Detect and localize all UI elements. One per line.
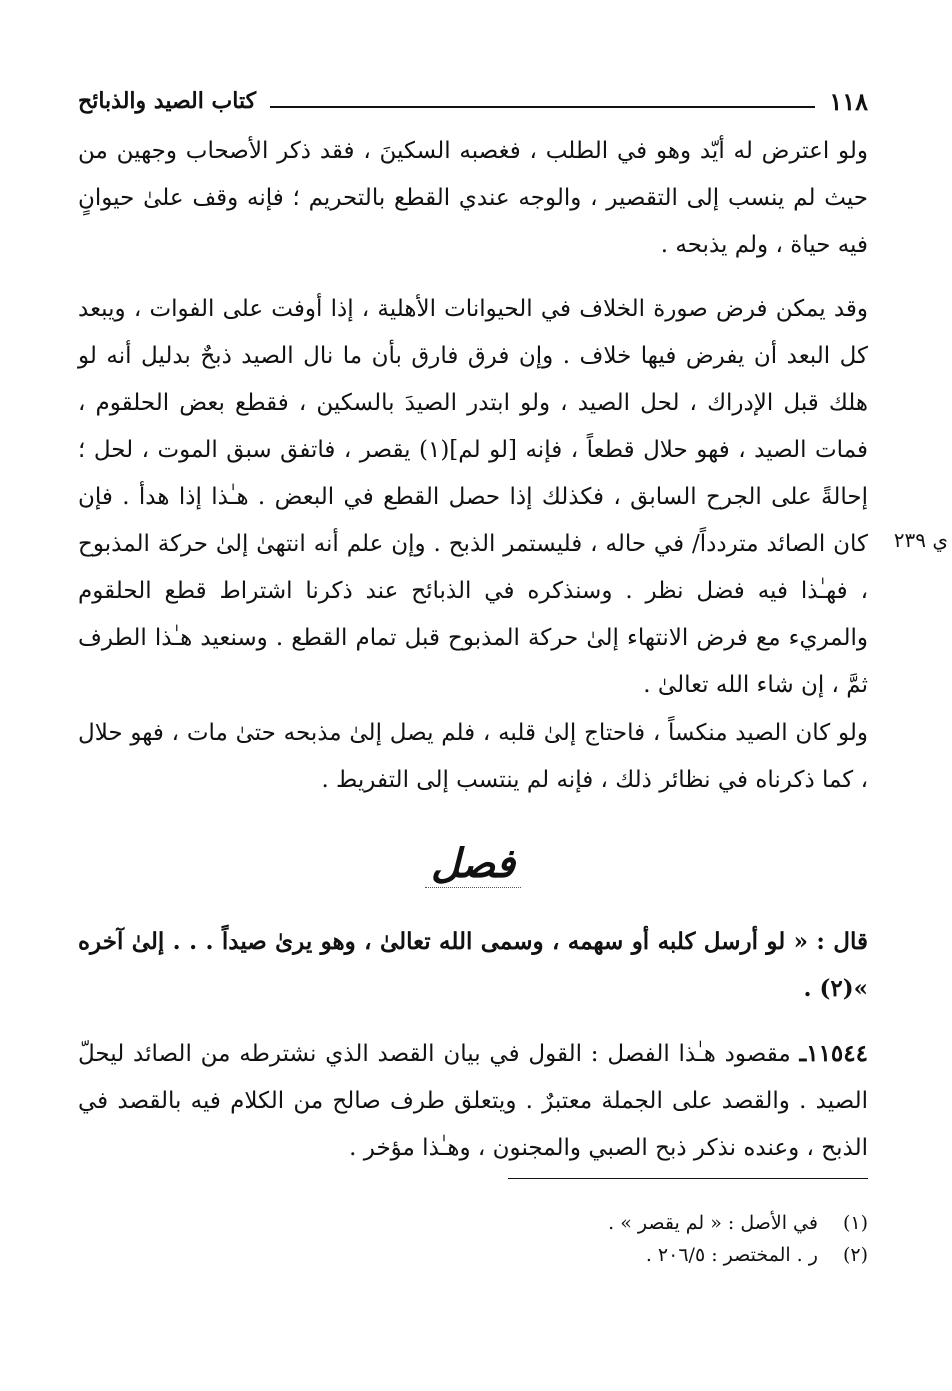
numbered-paragraph-text: مقصود هـٰذا الفصل : القول في بيان القصد الذي نشترطه من الصائد ليحلّ الصيد . والقصد على الجملة معتبرٌ . ويتعلق طرف صالح من الكلام فيه بالقصد في الذبح ، وعنده نذكر ذبح الصبي والمجنون ، وهـٰذا مؤخر .: [78, 1041, 868, 1161]
footnote-text: في الأصل : « لم يقصر » .: [608, 1212, 818, 1234]
quoted-text: قال : « لو أرسل كلبه أو سهمه ، وسمى الله تعالىٰ ، وهو يرىٰ صيداً . . . إلىٰ آخره »(٢) .: [78, 928, 868, 1002]
chapter-title: كتاب الصيد والذبائح: [78, 88, 257, 114]
section-heading: فصل: [425, 840, 521, 888]
footnote-text: ر . المختصر : ٢٠٦/٥ .: [645, 1244, 818, 1266]
header-rule: [270, 106, 815, 108]
footnote-number: (٢): [842, 1244, 868, 1266]
page-number: ١١٨: [829, 86, 868, 116]
footnote-2: [78, 1240, 868, 1270]
paragraph-number: ١١٥٤٤ـ: [799, 1040, 868, 1067]
footnote-1: [78, 1208, 868, 1238]
paragraph-1: ولو اعترض له أيّد وهو في الطلب ، فغصبه السكينَ ، فقد ذكر الأصحاب وجهين من حيث لم ينسب إلى التقصير ، والوجه عندي القطع بالتحريم ؛ فإنه وقف علىٰ حيوانٍ فيه حياة ، ولم يذبحه .: [78, 138, 868, 258]
paragraph-2: وقد يمكن فرض صورة الخلاف في الحيوانات الأهلية ، إذا أوفت على الفوات ، ويبعد كل البعد أن يفرض فيها خلاف . وإن فرق فارق بأن ما نال الصيد ذبحٌ بدليل أنه لو هلك قبل الإدراك ، لحل الصيد ، ولو ابتدر الصيدَ بالسكين ، فقطع بعض الحلقوم ، فمات الصيد ، فهو حلال قطعاً ، فإنه [لو لم](١) يقصر ، فاتفق سبق الموت ، لحل ؛ إحالةً على الجرح السابق ، فكذلك إذا حصل القطع في البعض . هـٰذا إذا هدأ . فإن كان الصائد متردداً/ في حاله ، فليستمر الذبح . وإن علم أنه انتهىٰ إلىٰ حركة المذبوح ، فهـٰذا فيه فضل نظر . وسنذكره في الذبائح عند ذكرنا اشتراط قطع الحلقوم والمريء مع فرض الانتهاء إلىٰ حركة المذبوح قبل تمام القطع . وسنعيد هـٰذا الطرف ثمَّ ، إن شاء الله تعالىٰ .: [78, 296, 868, 698]
page-header: [78, 84, 868, 118]
footnote-number: (١): [842, 1212, 868, 1234]
manuscript-folio-note: ي ٢٣٩: [893, 528, 948, 552]
section-heading-ornament: [78, 840, 868, 887]
paragraph-3: ولو كان الصيد منكساً ، فاحتاج إلىٰ قلبه ، فلم يصل إلىٰ مذبحه حتىٰ مات ، فهو حلال ، كما ذكرناه في نظائر ذلك ، فإنه لم ينتسب إلى التفريط .: [78, 720, 868, 793]
book-page: [78, 0, 948, 1391]
footnote-separator: [508, 1178, 868, 1179]
numbered-paragraph: [78, 1030, 868, 1172]
